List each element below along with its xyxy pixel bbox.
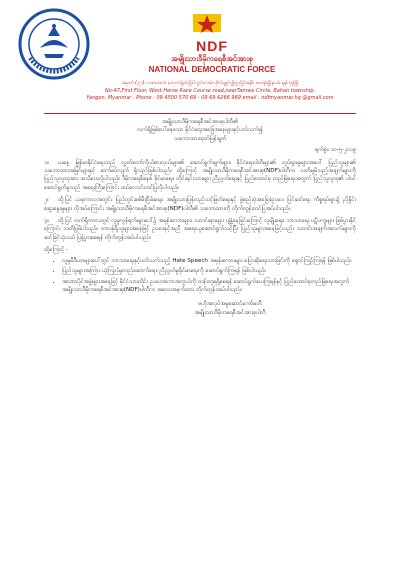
paragraph-text: ယနေ့ မြန်မာနိုင်ငံရေးသည် လွှတ်တော်ကိုယ်စားလှယ်များ၏ ဆောင်ရွက်ချက်များ၊ နိုင်ငံရေးပါတီများ၏ လှုပ်ရှားမှုများအပေါ် ပြည်သူများ၏ သဘောထားအမြင်များနှင့် ဆက်စပ်လျက် ရှိသည်ဖြစ်ပါသည်။ ထို့ကြောင့် အမျိုးသားဒီမိုကရေစီအင်အားစု(NDF)ပါတီက သတိမူမိသည့်အချက်များကို ပြည်သူလူထုအား အသိပေးလိုပါသည်။ ဒီမိုကရေစီစနစ် ခိုင်မာရေး၊ တိုင်းရင်းသားများ ညီညွတ်ရေးနှင့် ပြည်ထောင်စု တည်မြဲရေးအတွက် ပြည်သူလူထု၏ ပါဝင်ဆောင်ရွက်မှုသည် အရေးကြီးကြောင်း ထပ်လောင်းတင်ပြလိုပါသည်။: [44, 159, 356, 191]
statement-title-line3: သဘောထားထုတ်ပြန်ချက်: [173, 135, 227, 142]
notes-heading: ထို့ကြောင့် -: [44, 247, 69, 254]
paragraph-text: ထို့ပြင် လက်ရှိကာလတွင် လူမှုကွန်ရက်များပေါ်၌ အမုန်းစကားများ၊ သတင်းမှားများ ပျံ့နှံ့နေခြင်းကြောင့် လူမျိုးရေး၊ ဘာသာရေး ပဋိပက္ခများ ဖြစ်ပွားနိုင်ကြောင်း သတိပြုမိပါသည်။ တာဝန်ရှိသူများအနေဖြင့် ဥပဒေနှင့်အညီ အရေးယူဆောင်ရွက်သင့်ပြီး ပြည်သူများအနေဖြင့်လည်း သတင်းအချက်အလက်များကို ဆင်ခြင်သုံးသပ် ပြန့်ပွားစေရန် တိုက်တွန်းအပ်ပါသည်။: [44, 218, 356, 241]
signature-block: [44, 300, 356, 317]
paragraph-text: ထို့ပြင် ယခုကာလအတွင်း ပြည်တွင်းစစ်မီးငြိမ်းရေး၊ အမျိုးသားပြန်လည်သင့်မြတ်ရေးနှင့် ဖွဲ့စည်းပုံအခြေခံဥပဒေ ပြင်ဆင်ရေး ကိစ္စရပ်များ၌ ညှိနှိုင်းဆွေးနွေးမှုများ လိုအပ်ကြောင်း အမျိုးသားဒီမိုကရေစီအင်အားစု(NDF)ပါတီ၏ သဘောထားကို တိုက်တွန်းတင်ပြအပ်ပါသည်။: [44, 197, 356, 212]
paragraph: [44, 217, 356, 242]
address-block: [60, 80, 360, 103]
statement-date: ရက်စွဲ။ ၁၀-၅-၂၀၁၉: [315, 147, 356, 154]
org-name-myanmar: အမျိုးသားဒီမိုကရေစီအင်အားစု: [171, 54, 253, 63]
paragraph: [44, 196, 356, 213]
org-name-english: NATIONAL DEMOCRATIC FORCE: [148, 65, 276, 74]
address-english-line2: Yangon, Myanmar . Phone : 09 4500 570 69 - 09 69 6266 969 email : ndfmyanmar.hq @gmail.com: [86, 95, 334, 102]
statement-title-line2: လက်ရှိဖြစ်ပေါ်နေသော နိုင်ငံရေးအခြေအနေများနှင့်ပတ်သက်၍: [137, 127, 263, 134]
paragraph-number: ၃။: [44, 218, 49, 225]
ndf-star-flag-icon: [190, 8, 224, 38]
header-divider: [44, 113, 356, 114]
note-item: • အာဏာပိုင်အဖွဲ့များအနေဖြင့် နိုင်ငံသားတိုင်း ဥပဒေအကာအကွယ်ကို တန်းတူရရှိစေရန် ဆောင်ရွက်ပေးကြရန်နှင့် ပြည်ထောင်စုတည်မြဲရေးအတွက် အမျိုးသားဒီမိုကရေစီအင်အားစု(NDF)ပါတီက အလေးအနက်ထား တိုက်တွန်းအပ်ပါသည်။: [62, 278, 356, 295]
notes-list: [44, 257, 356, 295]
paragraph-number: ၁။: [44, 159, 49, 166]
signature-line2: အမျိုးသားဒီမိုကရေစီအင်အားစုပါတီ: [194, 309, 266, 316]
paragraph-number: ၂။: [44, 197, 49, 204]
statement-body: [44, 118, 356, 317]
paragraph: [44, 159, 356, 193]
ndf-eagle-seal-icon: [18, 8, 90, 80]
statement-title-line1: အမျိုးသားဒီမိုကရေစီအင်အားစုပါတီ၏: [161, 119, 239, 125]
ndf-logo-letters: NDF: [196, 38, 228, 54]
note-item: • ပြည်သူများအကြား ယုံကြည်မှုတည်ဆောက်ရေး၊ ညီညွတ်မှုခိုင်မာရေးကို ဆောင်ရွက်ကြရန် ဖြစ်ပါသည်။: [62, 267, 356, 275]
address-myanmar: အမှတ် (၄၇)၊ ပထမထပ်၊ ဝေဟင်မြင်းပြိုင်ကွင်းလမ်း၊ ဗိုလ်ချုပ်ဂျိုးပွင့်ခြံအနီး၊ ဗဟန်းမြို့နယ်၊ ရန်ကုန်မြို့: [121, 80, 299, 86]
signature-line1: ဗဟိုအလုပ်အမှုဆောင်ကော်မတီ: [198, 301, 262, 308]
address-english-line1: No-47,First Floor, West Horse Race Course road,nearTamwe Circle, Bahan township,: [104, 87, 316, 94]
note-item: • လူမှုမီဒီယာများပေါ်တွင် ဘာသာရေးနှင့်ပတ်သက်သည့် Hate Speech အမုန်းစကားများ ပြောဆိုရေးသားခြင်းကို ရှောင်ကြဉ်ကြရန် ဖြစ်ပါသည်။: [62, 257, 356, 265]
